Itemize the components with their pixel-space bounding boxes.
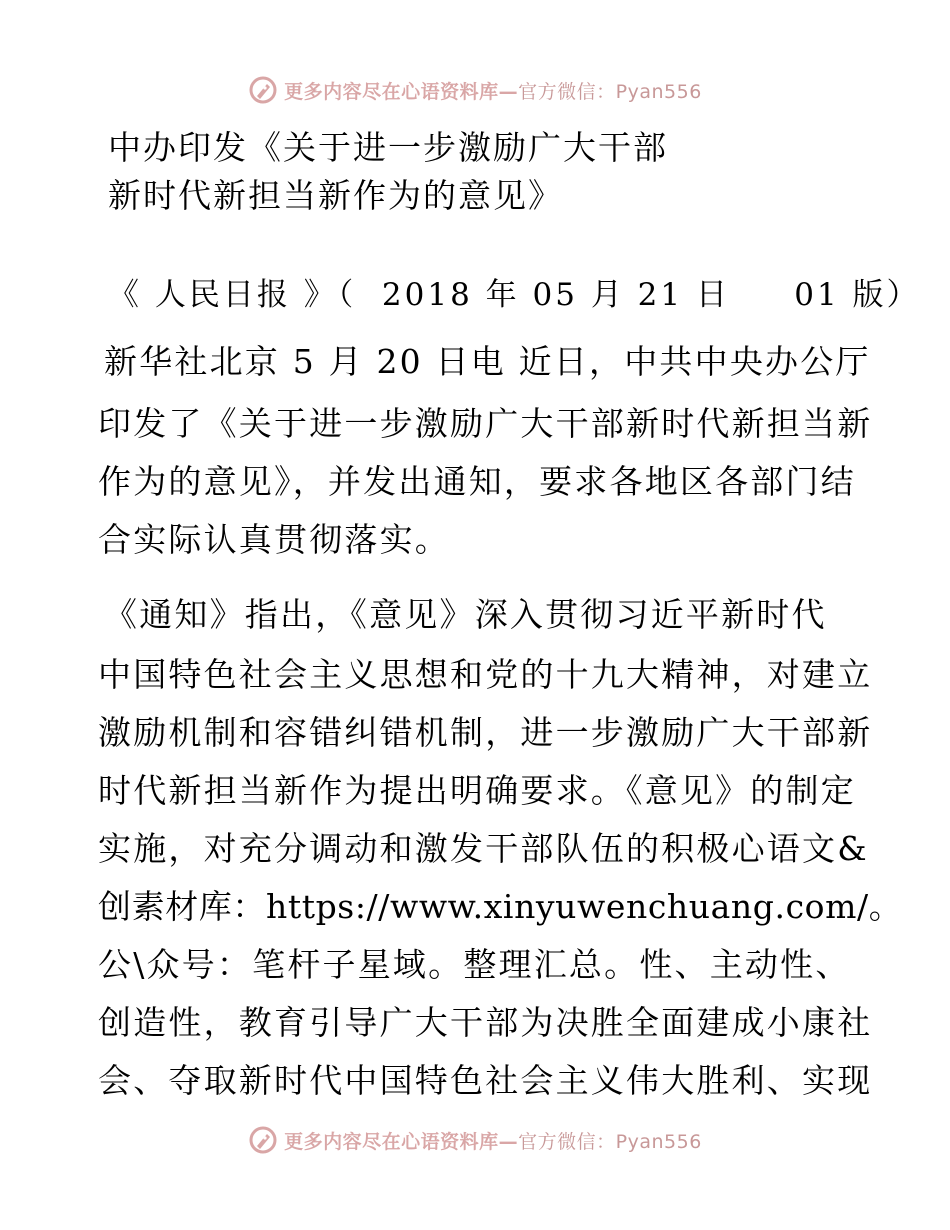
- pen-nib-circle-icon: [248, 1125, 278, 1155]
- body-line: 公\众号：笔杆子星域。整理汇总。性、主动性、: [98, 945, 851, 984]
- pen-nib-circle-icon: [248, 75, 278, 105]
- body-line: 作为的意见》，并发出通知，要求各地区各部门结: [98, 462, 856, 501]
- watermark-main: 更多内容尽在心语资料库—: [284, 1130, 519, 1153]
- body-line: 时代新担当新作为提出明确要求。《意见》的制定: [98, 771, 856, 810]
- body-line: 印发了《关于进一步激励广大干部新时代新担当新: [98, 404, 873, 443]
- body-line: 创造性，教育引导广大干部为决胜全面建成小康社: [98, 1003, 873, 1042]
- body-line: 实施，对充分调动和激发干部队伍的积极心语文&: [98, 829, 869, 868]
- body-line: 《通知》指出，《意见》深入贯彻习近平新时代: [104, 595, 827, 634]
- body-line: 激励机制和容错纠错机制，进一步激励广大干部新: [98, 713, 873, 752]
- article-title-line-2: 新时代新担当新作为的意见》: [108, 176, 563, 215]
- watermark-contact: 官方微信：Pyan556: [518, 80, 702, 103]
- article-title-line-1: 中办印发《关于进一步激励广大干部: [108, 128, 668, 167]
- body-line: 新华社北京 5 月 20 日电 近日，中共中央办公厅: [104, 342, 871, 381]
- article-source: 《 人民日报 》（ 2018 年 05 月 21 日 01 版）: [108, 277, 921, 313]
- header-watermark-banner: [0, 70, 950, 110]
- watermark-text: [284, 1127, 702, 1154]
- body-line: 创素材库：https://www.xinyuwenchuang.com/。: [98, 887, 903, 926]
- body-line: 合实际认真贯彻落实。: [98, 520, 450, 559]
- footer-watermark-banner: [0, 1120, 950, 1160]
- watermark-contact: 官方微信：Pyan556: [518, 1130, 702, 1153]
- body-line: 中国特色社会主义思想和党的十九大精神，对建立: [98, 655, 873, 694]
- watermark-text: [284, 77, 702, 104]
- watermark-main: 更多内容尽在心语资料库—: [284, 80, 519, 103]
- body-line: 会、夺取新时代中国特色社会主义伟大胜利、实现: [98, 1061, 873, 1100]
